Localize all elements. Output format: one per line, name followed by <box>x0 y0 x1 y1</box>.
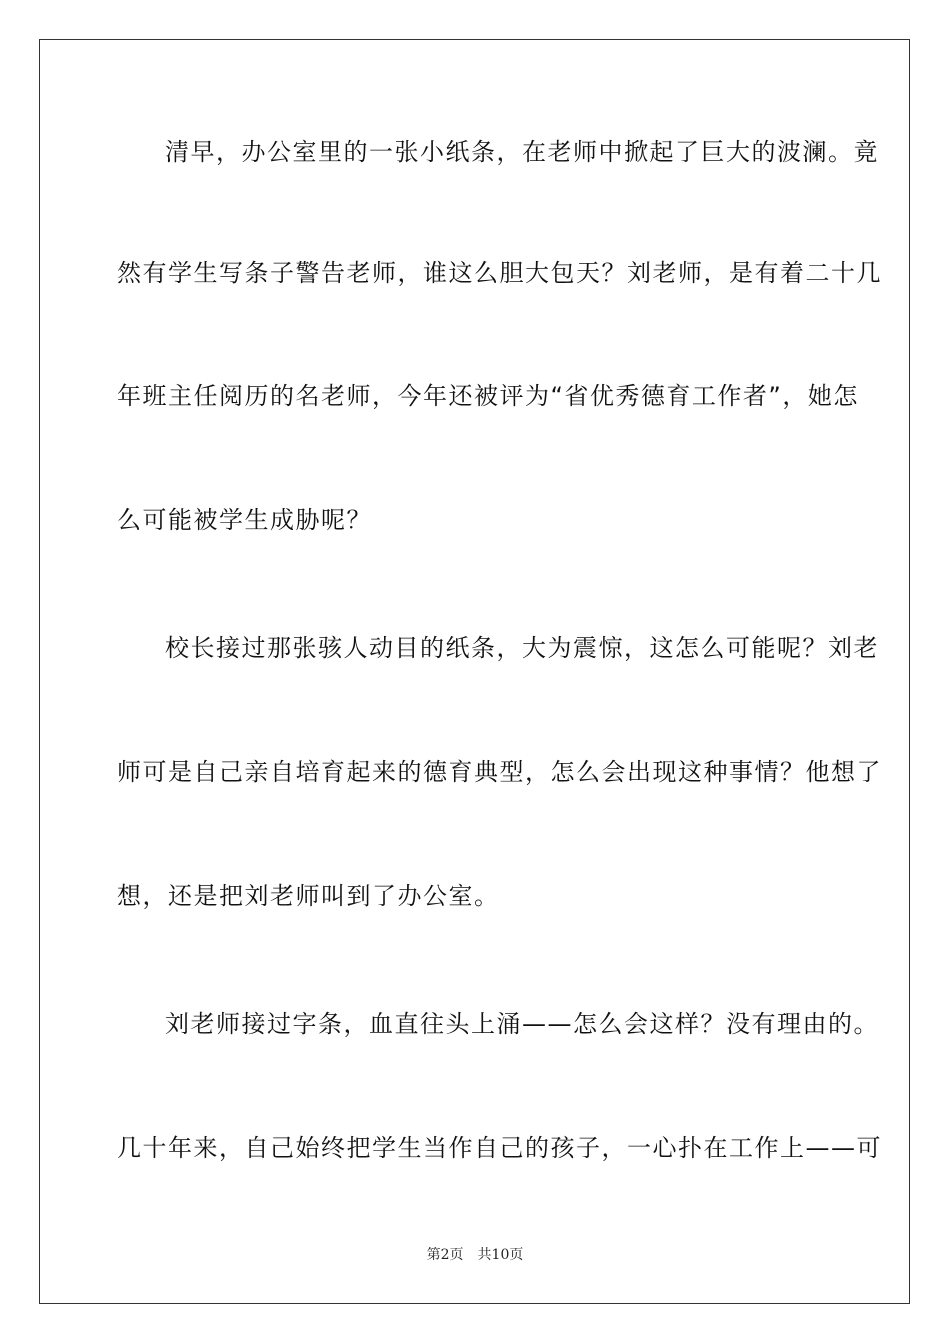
paragraph-3-line-2: 几十年来，自己始终把学生当作自己的孩子，一心扑在工作上——可 <box>117 1134 882 1162</box>
page-border <box>39 39 910 1304</box>
paragraph-1-line-1: 清早，办公室里的一张小纸条，在老师中掀起了巨大的波澜。竟 <box>165 138 879 166</box>
page-number: 第2页 <box>426 1247 464 1263</box>
paragraph-2-line-3: 想，还是把刘老师叫到了办公室。 <box>117 882 500 910</box>
paragraph-1-line-4: 么可能被学生成胁呢？ <box>117 506 372 534</box>
paragraph-1-line-3: 年班主任阅历的名老师，今年还被评为“省优秀德育工作者”，她怎 <box>117 382 859 410</box>
paragraph-1-line-2: 然有学生写条子警告老师，谁这么胆大包天？刘老师，是有着二十几 <box>117 259 882 287</box>
page-footer <box>0 1244 950 1264</box>
paragraph-3-line-1: 刘老师接过字条，血直往头上涌——怎么会这样？没有理由的。 <box>165 1010 879 1038</box>
paragraph-2-line-2: 师可是自己亲自培育起来的德育典型，怎么会出现这种事情？他想了 <box>117 758 882 786</box>
paragraph-2-line-1: 校长接过那张骇人动目的纸条，大为震惊，这怎么可能呢？刘老 <box>165 634 879 662</box>
page-total: 共10页 <box>477 1247 524 1263</box>
